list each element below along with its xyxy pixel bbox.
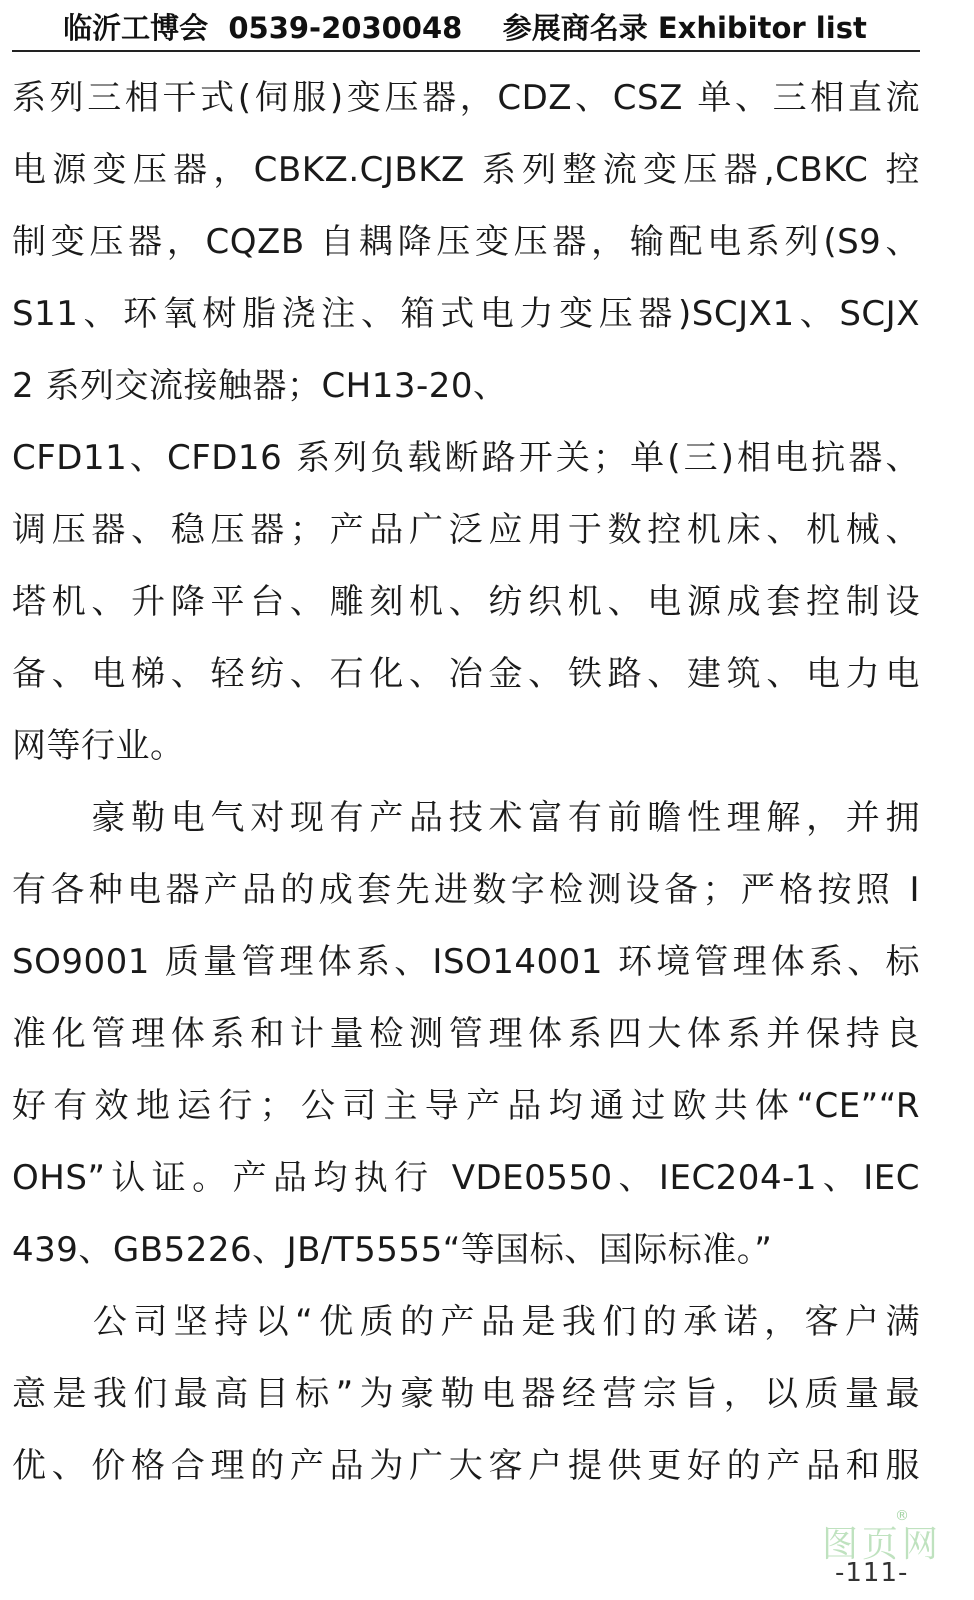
header-title: 临沂工博会 0539-2030048 参展商名录 Exhibitor list: [63, 11, 867, 45]
text-line: 2 系列交流接触器；CH13-20、: [12, 366, 508, 406]
text-line: 好有效地运行；公司主导产品均通过欧共体“CE”“R: [12, 1086, 920, 1126]
page-number: -111-: [835, 1558, 909, 1588]
text-line: 备、电梯、轻纺、石化、冶金、铁路、建筑、电力电: [12, 654, 920, 694]
watermark-logo: 图页网: [822, 1524, 943, 1565]
text-line: S11、环氧树脂浇注、箱式电力变压器)SCJX1、SCJX: [12, 294, 920, 334]
text-line: 塔机、升降平台、雕刻机、纺织机、电源成套控制设: [12, 582, 920, 622]
text-line: 系列三相干式(伺服)变压器，CDZ、CSZ 单、三相直流: [12, 78, 920, 118]
page-header: [0, 0, 974, 52]
text-line: 制变压器，CQZB 自耦降压变压器，输配电系列(S9、: [12, 222, 920, 262]
text-line: 意是我们最高目标”为豪勒电器经营宗旨，以质量最: [12, 1374, 920, 1414]
body-text: [12, 62, 920, 1502]
text-line: CFD11、CFD16 系列负载断路开关；单(三)相电抗器、: [12, 438, 920, 478]
text-line: 有各种电器产品的成套先进数字检测设备；严格按照 I: [12, 870, 920, 910]
text-line: 网等行业。: [12, 726, 185, 766]
registered-mark: ®: [895, 1508, 909, 1524]
text-line: 调压器、稳压器；产品广泛应用于数控机床、机械、: [12, 510, 920, 550]
text-line: 439、GB5226、JB/T5555“等国标、国际标准。”: [12, 1230, 773, 1270]
text-line: 准化管理体系和计量检测管理体系四大体系并保持良: [12, 1014, 920, 1054]
text-line: 电源变压器，CBKZ.CJBKZ 系列整流变压器,CBKC 控: [12, 150, 920, 190]
header-divider: [12, 50, 920, 52]
text-line: SO9001 质量管理体系、ISO14001 环境管理体系、标: [12, 942, 920, 982]
text-line: 豪勒电气对现有产品技术富有前瞻性理解，并拥: [12, 798, 920, 838]
text-line: 公司坚持以“优质的产品是我们的承诺，客户满: [12, 1302, 920, 1342]
text-line: 优、价格合理的产品为广大客户提供更好的产品和服: [12, 1446, 920, 1486]
text-line: OHS”认证。产品均执行 VDE0550、IEC204-1、IEC: [12, 1158, 920, 1198]
